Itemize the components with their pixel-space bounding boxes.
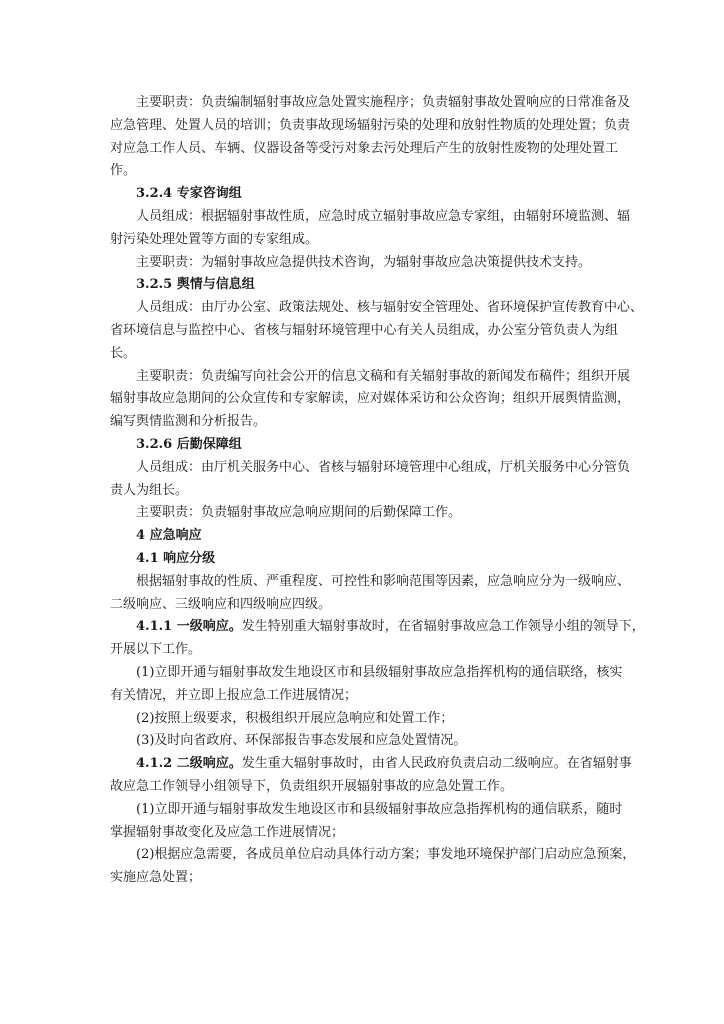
section-heading-3-2-6: 3.2.6 后勤保障组 [136, 436, 242, 452]
paragraph-public-opinion-members [110, 297, 644, 365]
paragraph-level-two-item-2 [110, 844, 636, 890]
text-line: 射污染处理处置等方面的专家组成。 [110, 231, 319, 247]
paragraph-expert-group-members [110, 206, 631, 252]
paragraph-level-one-item-2 [110, 708, 618, 731]
section-heading-3-2-4: 3.2.4 专家咨询组 [136, 186, 242, 202]
paragraph-expert-group-duties [110, 252, 618, 275]
document-page [110, 92, 645, 890]
text-line: 编写舆情监测和分析报告。 [110, 414, 267, 430]
text-line: 作。 [110, 163, 137, 179]
paragraph-level-one-item-3 [110, 730, 618, 753]
text-line: 故应急工作领导小组领导下，负责组织开展辐射事故的应急处置工作。 [110, 778, 514, 794]
text-line: 主要职责：负责辐射事故应急响应期间的后勤保障工作。 [136, 505, 462, 521]
text-line: 人员组成：根据辐射事故性质，应急时成立辐射事故应急专家组，由辐射环境监测、辐 [136, 208, 631, 224]
paragraph-level-two-item-1 [110, 799, 623, 845]
paragraph-level-one-response [110, 616, 645, 662]
text-line [110, 616, 645, 639]
text-line: 主要职责：负责编制辐射事故应急处置实施程序；负责辐射事故处置响应的日常准备及 [136, 95, 631, 110]
text-line: (2)根据应急需要，各成员单位启动具体行动方案；事发地环境保护部门启动应急预案， [136, 847, 636, 863]
text-line: 有关情况，并立即上报应急工作进展情况； [110, 687, 358, 703]
text-line: 人员组成：由厅办公室、政策法规处、核与辐射安全管理处、省环境保护宣传教育中心、 [136, 300, 644, 316]
text-line: 根据辐射事故的性质、严重程度、可控性和影响范围等因素，应急响应分为一级响应、 [136, 573, 631, 589]
text-line: 对应急工作人员、车辆、仪器设备等受污对象去污处理后产生的放射性废物的处理处置工 [110, 140, 618, 156]
paragraph-response-levels [110, 571, 631, 617]
text-line: (1)立即开通与辐射事故发生地设区市和县级辐射事故应急指挥机构的通信联络，核实 [136, 664, 623, 680]
text-line: (1)立即开通与辐射事故发生地设区市和县级辐射事故应急指挥机构的通信联系，随时 [136, 801, 623, 817]
text-run: 发生特别重大辐射事故时，在省辐射事故应急工作领导小组的领导下， [241, 619, 645, 635]
subsection-label-4-1-1: 4.1.1 一级响应。 [136, 619, 242, 635]
text-line: 人员组成：由厅机关服务中心、省核与辐射环境管理中心组成，厅机关服务中心分管负 [136, 459, 631, 475]
paragraph-level-two-response [110, 753, 632, 799]
text-line: 主要职责：为辐射事故应急提供技术咨询，为辐射事故应急决策提供技术支持。 [136, 254, 592, 270]
text-line: 辐射事故应急期间的公众宣传和专家解读，应对媒体采访和公众咨询；组织开展舆情监测， [110, 391, 631, 407]
section-heading-4: 4 应急响应 [136, 528, 202, 544]
text-line [110, 753, 632, 776]
text-line: 主要职责：负责编写向社会公开的信息文稿和有关辐射事故的新闻发布稿件；组织开展 [136, 368, 631, 384]
text-line: 应急管理、处置人员的培训；负责事故现场辐射污染的处理和放射性物质的处理处置；负责 [110, 117, 631, 133]
paragraph-public-opinion-duties [110, 366, 631, 434]
paragraph-responsibilities-radiation-handling [110, 92, 631, 183]
subsection-label-4-1-2: 4.1.2 二级响应。 [136, 756, 242, 772]
text-line: 责人为组长。 [110, 482, 189, 498]
text-line: 掌握辐射事故变化及应急工作进展情况； [110, 824, 345, 840]
paragraph-logistics-duties [110, 502, 618, 525]
text-line: 省环境信息与监控中心、省核与辐射环境管理中心有关人员组成，办公室分管负责人为组 [110, 322, 618, 338]
text-run: 发生重大辐射事故时，由省人民政府负责启动二级响应。在省辐射事 [241, 756, 632, 772]
paragraph-logistics-members [110, 457, 631, 503]
text-line: 二级响应、三级响应和四级响应四级。 [110, 596, 332, 612]
section-heading-3-2-5: 3.2.5 舆情与信息组 [136, 277, 255, 293]
paragraph-level-one-item-1 [110, 662, 623, 708]
text-line: (2)按照上级要求，积极组织开展应急响应和处置工作； [136, 710, 454, 726]
section-heading-4-1: 4.1 响应分级 [136, 550, 216, 566]
text-line: 长。 [110, 345, 137, 361]
text-line: 开展以下工作。 [110, 642, 202, 658]
text-line: (3)及时向省政府、环保部报告事态发展和应急处置情况。 [136, 733, 467, 749]
text-line: 实施应急处置； [110, 870, 202, 886]
